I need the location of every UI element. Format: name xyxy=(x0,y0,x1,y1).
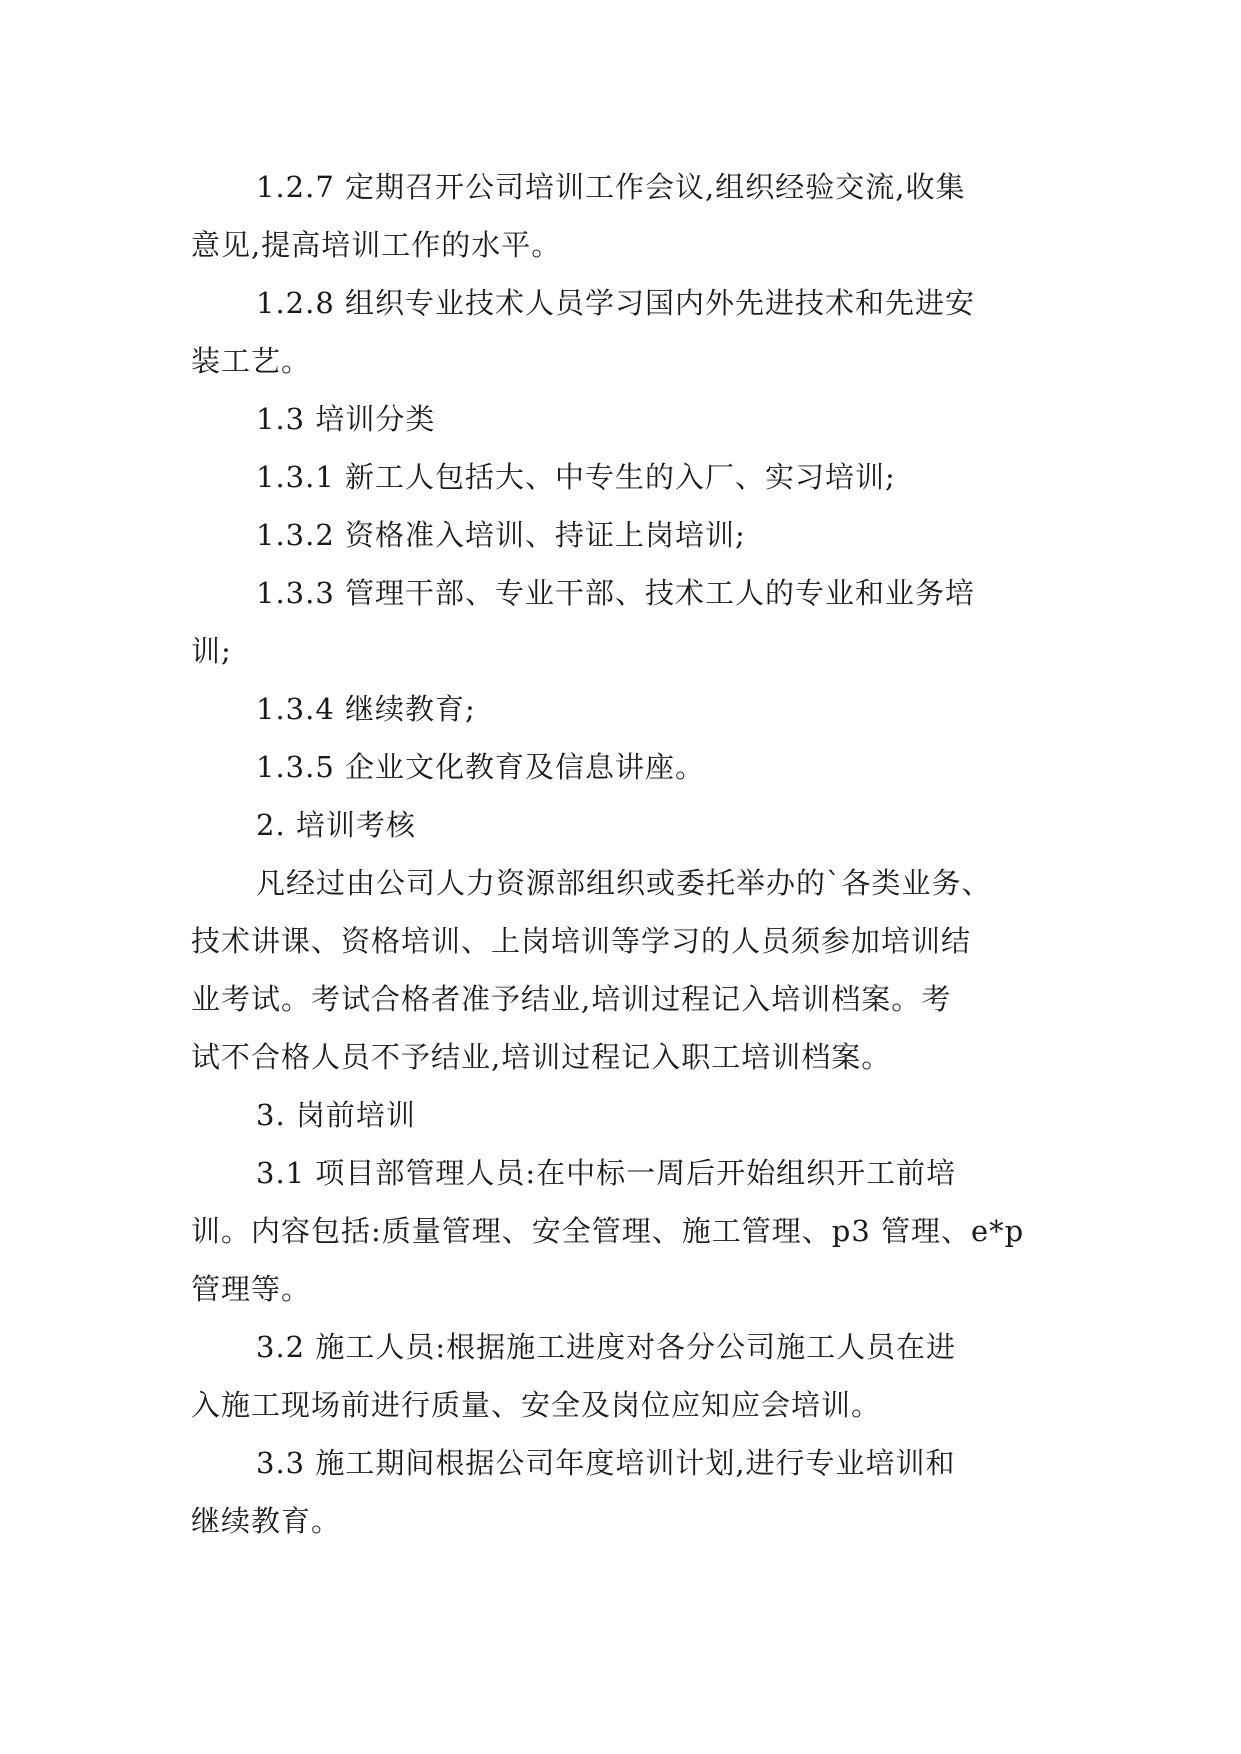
text-line: 训。内容包括:质量管理、安全管理、施工管理、p3 管理、e*p xyxy=(191,1214,1025,1248)
text-line: 3.3 施工期间根据公司年度培训计划,进行专业培训和 xyxy=(256,1446,956,1480)
text-line: 1.3.4 继续教育; xyxy=(256,692,476,726)
text-line: 3.2 施工人员:根据施工进度对各分公司施工人员在进 xyxy=(256,1330,957,1364)
section-heading: 3. 岗前培训 xyxy=(256,1098,416,1132)
text-line: 训; xyxy=(191,634,232,668)
text-line: 管理等。 xyxy=(191,1272,312,1306)
section-heading: 2. 培训考核 xyxy=(256,808,416,842)
text-line: 凡经过由公司人力资源部组织或委托举办的`各类业务、 xyxy=(256,866,992,900)
text-line: 业考试。考试合格者准予结业,培训过程记入培训档案。考 xyxy=(191,982,952,1016)
text-line: 1.2.7 定期召开公司培训工作会议,组织经验交流,收集 xyxy=(256,170,966,204)
text-line: 意见,提高培训工作的水平。 xyxy=(191,228,562,262)
text-line: 继续教育。 xyxy=(191,1504,342,1538)
text-line: 1.3.1 新工人包括大、中专生的入厂、实习培训; xyxy=(256,460,896,494)
text-line: 1.3.5 企业文化教育及信息讲座。 xyxy=(256,750,706,784)
text-line: 装工艺。 xyxy=(191,344,312,378)
text-line: 1.3.2 资格准入培训、持证上岗培训; xyxy=(256,518,746,552)
text-line: 技术讲课、资格培训、上岗培训等学习的人员须参加培训结 xyxy=(191,924,972,958)
section-heading: 1.3 培训分类 xyxy=(256,402,436,436)
text-line: 试不合格人员不予结业,培训过程记入职工培训档案。 xyxy=(191,1040,892,1074)
text-line: 3.1 项目部管理人员:在中标一周后开始组织开工前培 xyxy=(256,1156,957,1190)
text-line: 入施工现场前进行质量、安全及岗位应知应会培训。 xyxy=(191,1388,882,1422)
text-line: 1.3.3 管理干部、专业干部、技术工人的专业和业务培 xyxy=(256,576,976,610)
text-line: 1.2.8 组织专业技术人员学习国内外先进技术和先进安 xyxy=(256,286,976,320)
